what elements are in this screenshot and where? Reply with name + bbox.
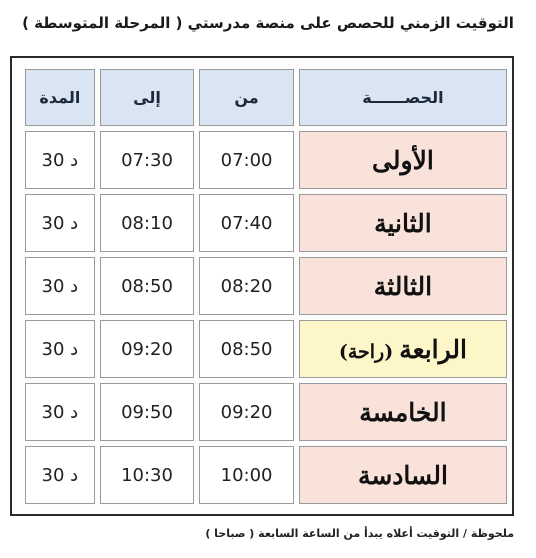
duration-cell: 30 د [25, 383, 95, 441]
period-name: الأولى [372, 145, 434, 175]
table-row [25, 320, 507, 378]
from-cell: 09:20 [199, 383, 294, 441]
duration-cell: 30 د [25, 194, 95, 252]
from-cell: 08:50 [199, 320, 294, 378]
to-cell: 09:50 [100, 383, 195, 441]
from-cell: 07:00 [199, 131, 294, 189]
table-row [25, 383, 507, 441]
duration-cell: 30 د [25, 446, 95, 504]
period-cell [299, 257, 507, 315]
table-row [25, 257, 507, 315]
to-cell: 08:50 [100, 257, 195, 315]
period-cell [299, 131, 507, 189]
period-name: السادسة [357, 460, 448, 490]
from-cell: 10:00 [199, 446, 294, 504]
header-row [25, 69, 507, 126]
duration-cell: 30 د [25, 257, 95, 315]
period-name: الرابعة [399, 334, 467, 364]
from-cell: 07:40 [199, 194, 294, 252]
header-from: من [199, 69, 294, 126]
page-title: التوقيت الزمني للحصص على منصة مدرستي ( المرحلة المتوسطة ) [22, 14, 514, 32]
to-cell: 10:30 [100, 446, 195, 504]
to-cell: 09:20 [100, 320, 195, 378]
header-period: الحصــــــة [299, 69, 507, 126]
period-cell [299, 446, 507, 504]
period-cell [299, 194, 507, 252]
to-cell: 07:30 [100, 131, 195, 189]
header-duration: المدة [25, 69, 95, 126]
duration-cell: 30 د [25, 320, 95, 378]
break-note: (راحة) [338, 340, 394, 363]
table-row [25, 131, 507, 189]
from-cell: 08:20 [199, 257, 294, 315]
footnote: ملحوظة / التوقيت أعلاه يبدأ من الساعة السابعة ( صباحا ) [205, 527, 514, 540]
period-name: الثانية [374, 208, 432, 238]
period-name: الثالثة [373, 271, 433, 301]
period-name: الخامسة [359, 397, 447, 427]
period-cell-break [299, 320, 507, 378]
table-row [25, 194, 507, 252]
to-cell: 08:10 [100, 194, 195, 252]
duration-cell: 30 د [25, 131, 95, 189]
period-cell [299, 383, 507, 441]
header-to: إلى [100, 69, 195, 126]
table-row [25, 446, 507, 504]
schedule-table [20, 64, 512, 509]
schedule-frame [10, 56, 514, 516]
